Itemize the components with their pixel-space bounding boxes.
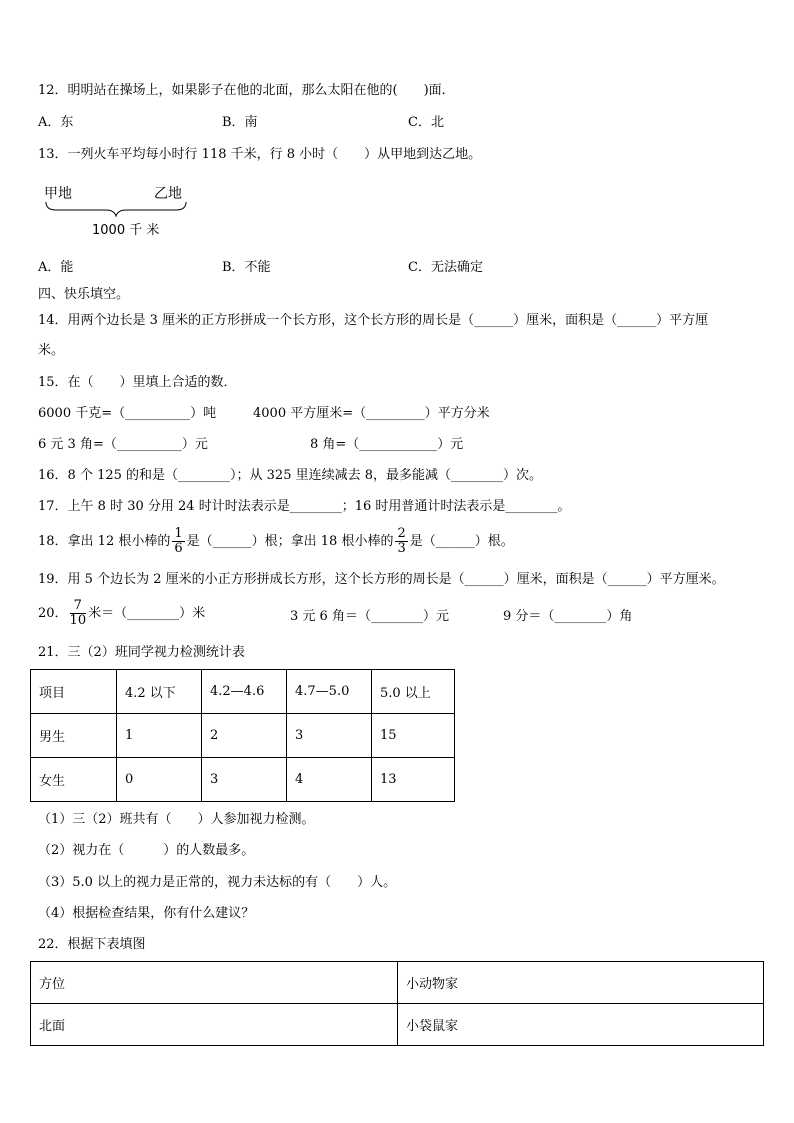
q14-line2: 米。	[38, 343, 65, 358]
q20-part3: 9 分＝（________）角	[503, 609, 633, 624]
q15-item-1: 6000 千克=（__________）吨	[38, 406, 217, 421]
q15-item-2: 4000 平方厘米=（_________）平方分米	[253, 406, 490, 421]
diagram-start-label: 甲地	[44, 186, 72, 202]
distance-diagram	[42, 184, 192, 240]
table-cell: 北面	[31, 1004, 398, 1046]
q21-sub-3: （3）5.0 以上的视力是正常的，视力未达标的有（ ）人。	[38, 875, 397, 890]
q21-sub-2: （2）视力在（ ）的人数最多。	[38, 843, 255, 858]
table-header-cell: 5.0 以上	[372, 670, 455, 714]
vision-table	[30, 669, 455, 802]
direction-table	[30, 961, 764, 1046]
q17-text: 17．上午 8 时 30 分用 24 时计时法表示是________；16 时用普通计时法表示是________。	[38, 499, 571, 514]
table-row	[31, 758, 455, 802]
q12-option-b: B．南	[222, 115, 258, 130]
table-header-cell: 方位	[31, 962, 398, 1004]
table-cell: 2	[202, 714, 287, 758]
q18-fraction-2: $\frac{2}{3}$	[397, 526, 406, 556]
q12-option-c: C．北	[408, 115, 444, 130]
q13-option-a: A．能	[38, 260, 74, 275]
q14-line1: 14．用两个边长是 3 厘米的正方形拼成一个长方形，这个长方形的周长是（______）厘米，面积是（______）平方厘	[38, 313, 709, 328]
table-cell: 女生	[31, 758, 117, 802]
q18-part3: 是（______）根。	[409, 534, 514, 549]
table-header-row	[31, 962, 764, 1004]
q18-part2: 是（______）根；拿出 18 根小棒的	[186, 534, 394, 549]
table-cell: 3	[287, 714, 372, 758]
q13-option-c: C．无法确定	[408, 260, 483, 275]
q19-text: 19．用 5 个边长为 2 厘米的小正方形拼成长方形，这个长方形的周长是（______）厘米，面积是（______）平方厘米。	[38, 572, 725, 587]
table-header-row	[31, 670, 455, 714]
q12-option-a: A．东	[38, 115, 74, 130]
q13-stem: 13．一列火车平均每小时行 118 千米，行 8 小时（ ）从甲地到达乙地。	[38, 147, 482, 162]
table-header-cell: 项目	[31, 670, 117, 714]
table-cell: 13	[372, 758, 455, 802]
table-cell: 15	[372, 714, 455, 758]
q21-title: 21．三（2）班同学视力检测统计表	[38, 645, 245, 660]
diagram-end-label: 乙地	[154, 186, 182, 202]
brace-icon	[46, 202, 186, 216]
table-header-cell: 4.7—5.0	[287, 670, 372, 714]
q13-option-b: B．不能	[222, 260, 271, 275]
q20-prefix: 20．	[38, 606, 68, 621]
q20-text	[38, 597, 205, 631]
diagram-distance-label: 1000 千 米	[92, 223, 160, 238]
q16-text: 16．8 个 125 的和是（________）；从 325 里连续减去 8，最多能减（________）次。	[38, 468, 543, 483]
q12-stem: 12．明明站在操场上，如果影子在他的北面，那么太阳在他的( )面．	[38, 83, 455, 98]
q18-part1: 18．拿出 12 根小棒的	[38, 534, 171, 549]
q21-sub-4: （4）根据检查结果，你有什么建议？	[38, 906, 255, 921]
table-cell: 3	[202, 758, 287, 802]
table-cell: 男生	[31, 714, 117, 758]
table-header-cell: 4.2—4.6	[202, 670, 287, 714]
table-row	[31, 1004, 764, 1046]
table-cell: 0	[117, 758, 202, 802]
q15-item-3: 6 元 3 角=（__________）元	[38, 437, 208, 452]
q18-fraction-1: $\frac{1}{6}$	[174, 526, 183, 556]
table-header-cell: 4.2 以下	[117, 670, 202, 714]
q18-text	[38, 527, 514, 557]
table-cell: 1	[117, 714, 202, 758]
section-heading: 四、快乐填空。	[38, 287, 130, 302]
q22-title: 22．根据下表填图	[38, 937, 146, 952]
table-cell: 4	[287, 758, 372, 802]
table-header-cell: 小动物家	[398, 962, 764, 1004]
q15-stem: 15．在（ ）里填上合适的数．	[38, 375, 237, 390]
table-cell: 小袋鼠家	[398, 1004, 764, 1046]
table-row	[31, 714, 455, 758]
q20-fraction: $\frac{7}{10}$	[69, 598, 87, 628]
q15-item-4: 8 角=（____________）元	[310, 437, 464, 452]
q21-sub-1: （1）三（2）班共有（ ）人参加视力检测。	[38, 812, 315, 827]
q20-part2: 3 元 6 角＝（________）元	[290, 609, 449, 624]
q20-part1: 米＝（________）米	[88, 606, 206, 621]
